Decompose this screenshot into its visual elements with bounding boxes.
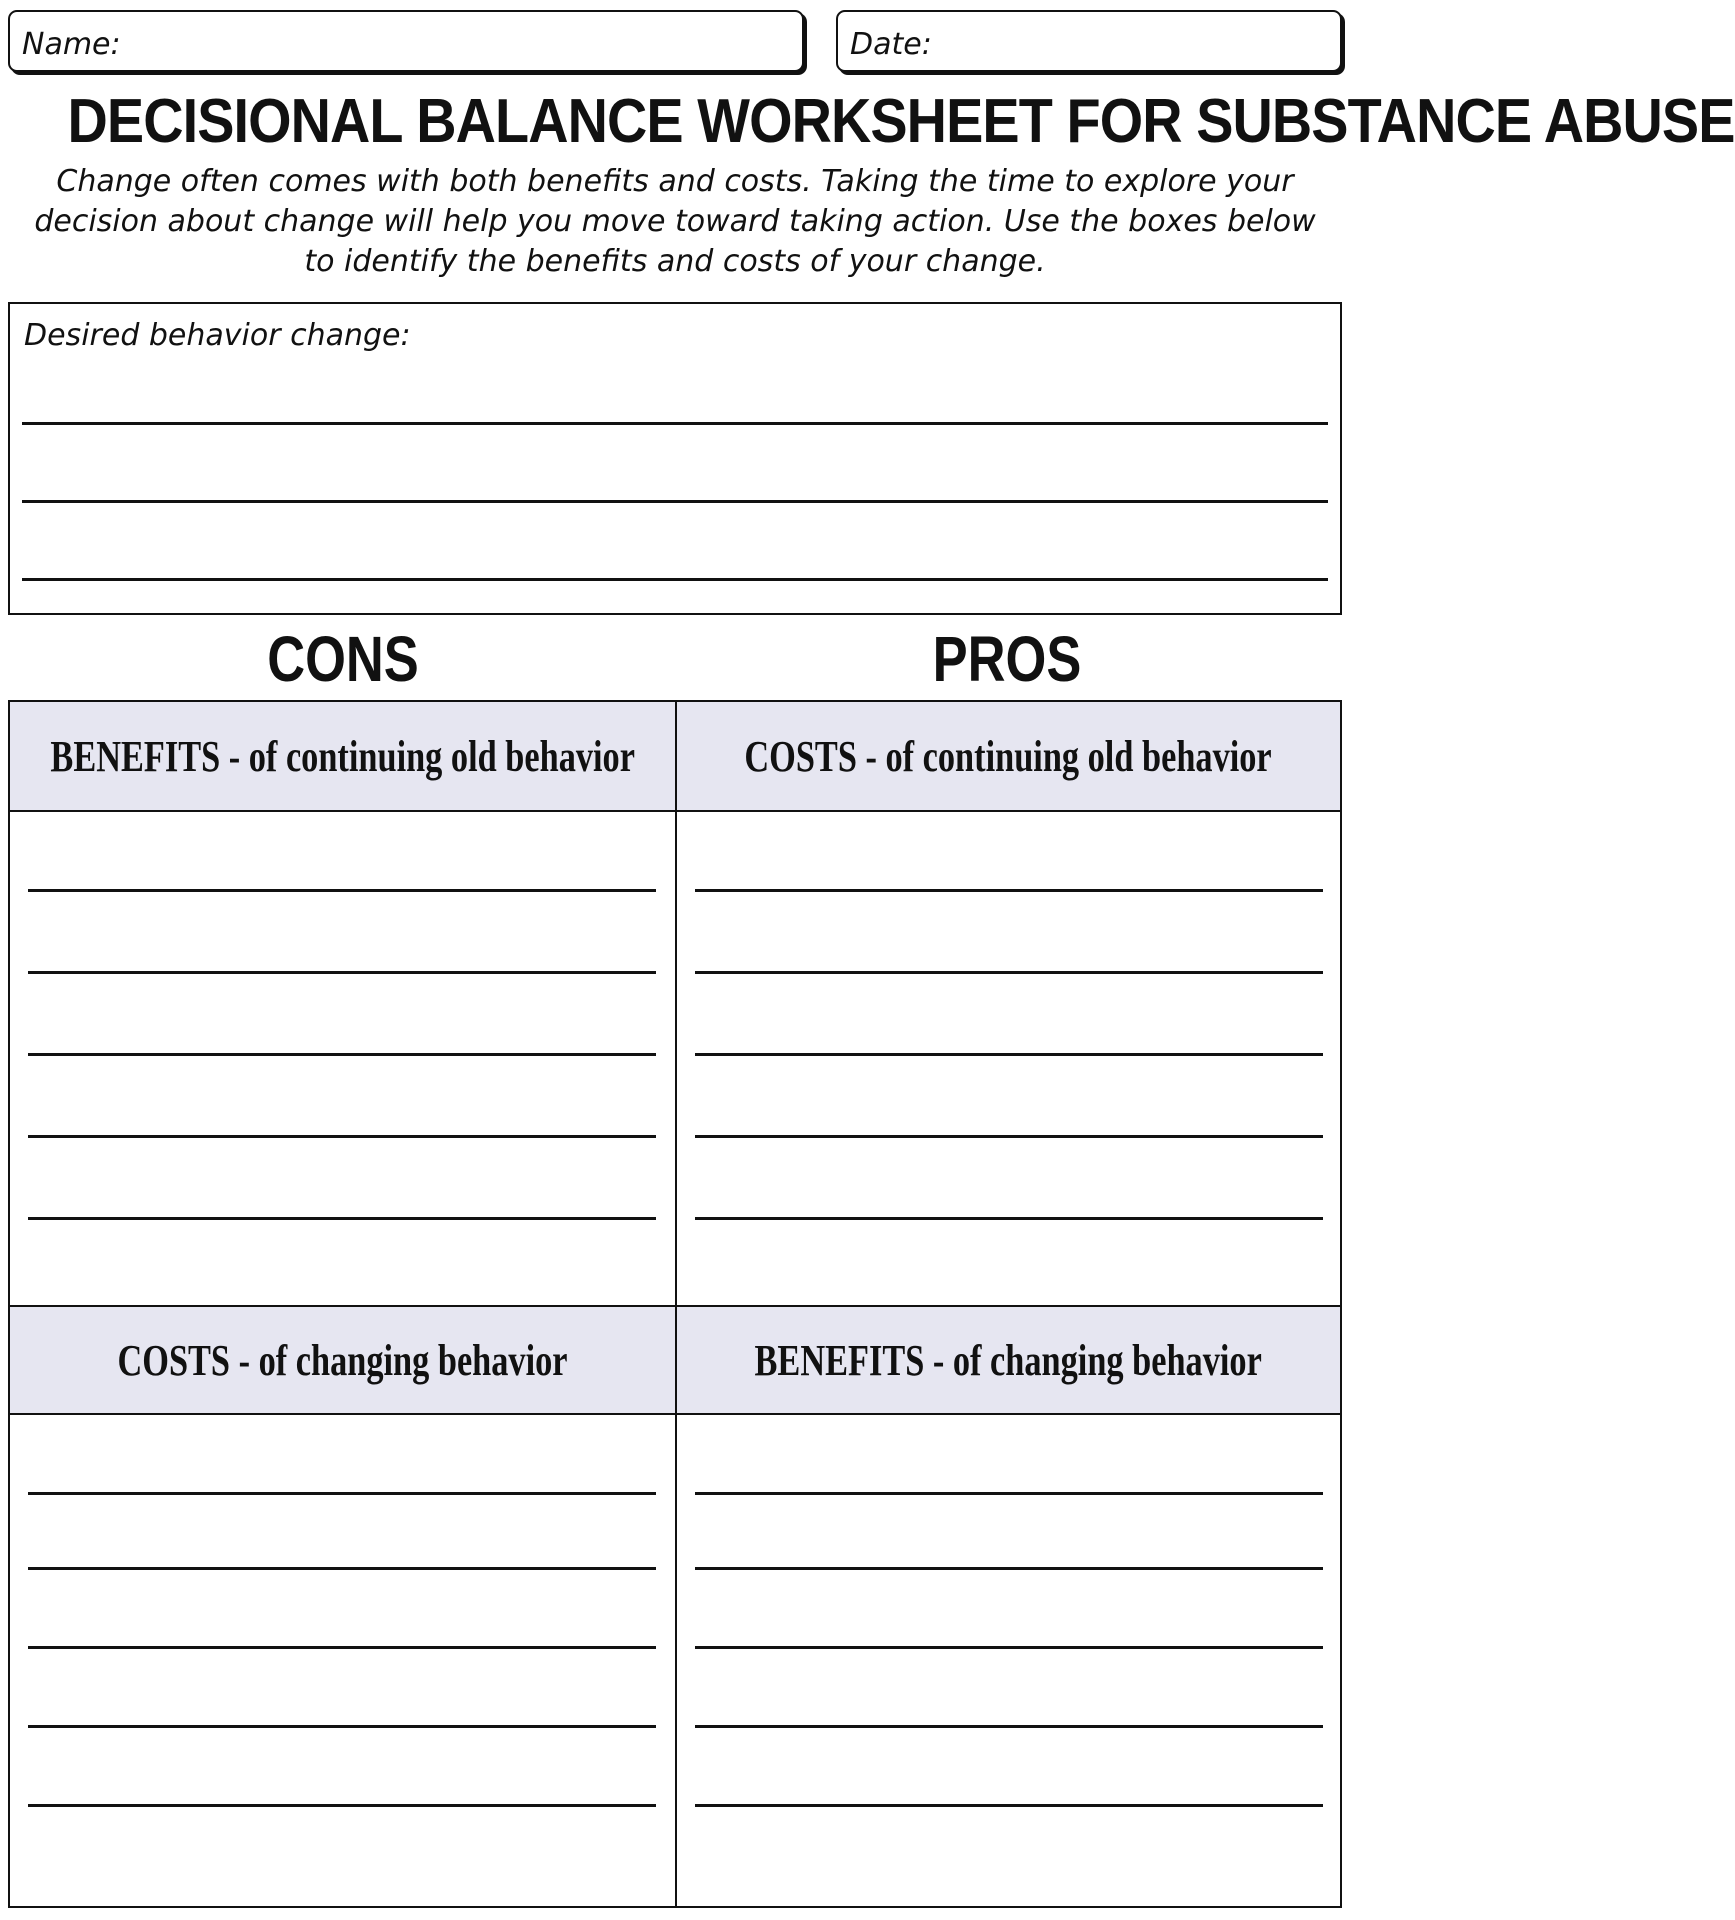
writing-line[interactable] <box>28 1217 656 1220</box>
writing-line[interactable] <box>28 889 656 892</box>
writing-line[interactable] <box>695 1725 1323 1728</box>
writing-line[interactable] <box>695 1217 1323 1220</box>
page-title: DECISIONAL BALANCE WORKSHEET FOR SUBSTANCE ABUSE <box>67 87 1735 156</box>
intro-line: Change often comes with both benefits and costs. Taking the time to explore your <box>56 164 1294 199</box>
section-header-costs-old <box>677 702 1340 812</box>
decision-grid <box>8 700 1342 1908</box>
writing-line[interactable] <box>695 1053 1323 1056</box>
writing-line[interactable] <box>28 1725 656 1728</box>
desired-behavior-label: Desired behavior change: <box>24 318 411 353</box>
writing-line[interactable] <box>28 1053 656 1056</box>
section-title: COSTS - of changing behavior <box>117 1335 568 1385</box>
cons-heading: CONS <box>267 623 419 695</box>
name-field[interactable] <box>8 10 804 72</box>
writing-line[interactable] <box>695 889 1323 892</box>
writing-line[interactable] <box>28 1804 656 1807</box>
section-title: BENEFITS - of continuing old behavior <box>50 731 635 781</box>
writing-line[interactable] <box>695 1135 1323 1138</box>
section-header-benefits-change <box>677 1305 1340 1415</box>
column-divider <box>675 702 677 1906</box>
date-label: Date: <box>850 27 932 62</box>
writing-line[interactable] <box>695 1492 1323 1495</box>
desired-behavior-box[interactable] <box>8 302 1342 615</box>
writing-line[interactable] <box>28 1135 656 1138</box>
writing-line[interactable] <box>28 971 656 974</box>
intro-line: decision about change will help you move toward taking action. Use the boxes below <box>34 204 1316 239</box>
writing-line[interactable] <box>695 1646 1323 1649</box>
section-title: COSTS - of continuing old behavior <box>744 731 1273 781</box>
writing-line[interactable] <box>695 1804 1323 1807</box>
date-field[interactable] <box>836 10 1342 72</box>
writing-line[interactable] <box>28 1567 656 1570</box>
section-header-benefits-old <box>10 702 675 812</box>
section-title: BENEFITS - of changing behavior <box>754 1335 1263 1385</box>
writing-line[interactable] <box>22 422 1328 425</box>
section-header-costs-change <box>10 1305 675 1415</box>
pros-heading: PROS <box>932 623 1082 695</box>
writing-line[interactable] <box>695 971 1323 974</box>
writing-line[interactable] <box>28 1646 656 1649</box>
name-label: Name: <box>22 27 121 62</box>
intro-line: to identify the benefits and costs of your change. <box>304 244 1046 279</box>
writing-line[interactable] <box>695 1567 1323 1570</box>
intro-text <box>30 162 1320 282</box>
writing-line[interactable] <box>28 1492 656 1495</box>
writing-line[interactable] <box>22 578 1328 581</box>
writing-line[interactable] <box>22 500 1328 503</box>
